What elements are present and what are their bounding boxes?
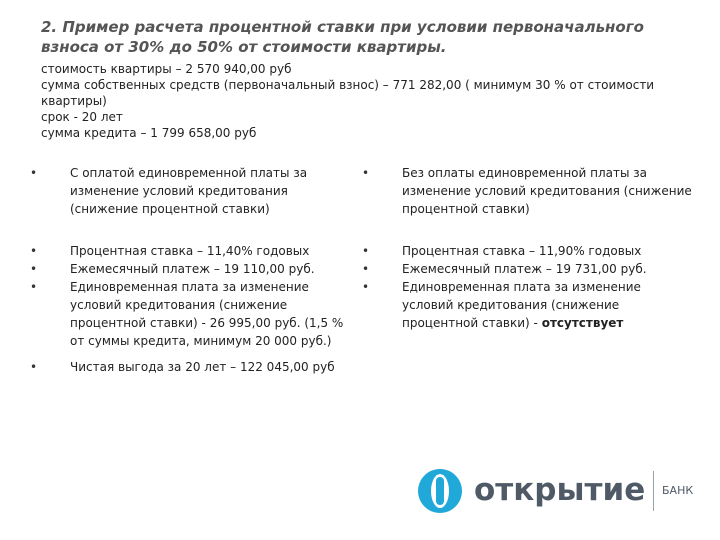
info-line: сумма собственных средств (первоначальный взнос) – 771 282,00 ( минимум 30 % от стоимости квартиры) [41, 78, 655, 108]
loan-info [41, 61, 681, 141]
list-item-text: Единовременная плата за изменение условий кредитования (снижение процентной ставки) - [402, 280, 641, 330]
left-heading-text: С оплатой единовременной платы за изменение условий кредитования (снижение процентной ставки) [70, 166, 308, 216]
bullet-icon: • [30, 360, 38, 374]
right-heading-text: Без оплаты единовременной платы за изменение условий кредитования (снижение процентной ставки) [402, 166, 692, 216]
info-line: срок - 20 лет [41, 110, 123, 124]
list-item [30, 358, 355, 376]
left-heading [30, 164, 355, 218]
list-item-text: Чистая выгода за 20 лет – 122 045,00 руб [70, 360, 335, 374]
list-item [362, 260, 692, 278]
bullet-icon: • [362, 244, 370, 258]
logo-divider [653, 471, 654, 511]
bullet-icon: • [30, 244, 38, 258]
bullet-icon: • [362, 166, 370, 180]
list-item [362, 278, 692, 332]
logo-name: открытие [474, 472, 646, 508]
bank-logo [418, 468, 698, 516]
bullet-icon: • [30, 280, 38, 294]
list-item [30, 260, 355, 278]
list-item-text: Процентная ставка – 11,40% годовых [70, 244, 310, 258]
bullet-icon: • [30, 262, 38, 276]
info-line: сумма кредита – 1 799 658,00 руб [41, 126, 257, 140]
absent-emphasis: отсутствует [541, 316, 624, 330]
list-item-text: Процентная ставка – 11,90% годовых [402, 244, 642, 258]
bullet-icon: • [362, 262, 370, 276]
bullet-icon: • [362, 280, 370, 294]
right-heading [362, 164, 692, 218]
right-column [362, 164, 692, 332]
logo-bank-label: БАНК [662, 484, 694, 497]
list-item [362, 242, 692, 260]
list-item-text: Ежемесячный платеж – 19 731,00 руб. [402, 262, 647, 276]
left-column [30, 164, 355, 376]
bullet-icon: • [30, 166, 38, 180]
list-item-text: Единовременная плата за изменение условий кредитования (снижение процентной ставки) - 26 995,00 руб. (1,5 % от суммы кредита, минимум 20 000 руб.) [70, 280, 344, 348]
list-item [30, 278, 355, 350]
list-item-text: Ежемесячный платеж – 19 110,00 руб. [70, 262, 315, 276]
otkritie-logo-icon [418, 469, 462, 513]
slide-title: 2. Пример расчета процентной ставки при условии первоначального взноса от 30% до 50% от стоимости квартиры. [41, 18, 644, 56]
info-line: стоимость квартиры – 2 570 940,00 руб [41, 62, 292, 76]
list-item [30, 242, 355, 260]
